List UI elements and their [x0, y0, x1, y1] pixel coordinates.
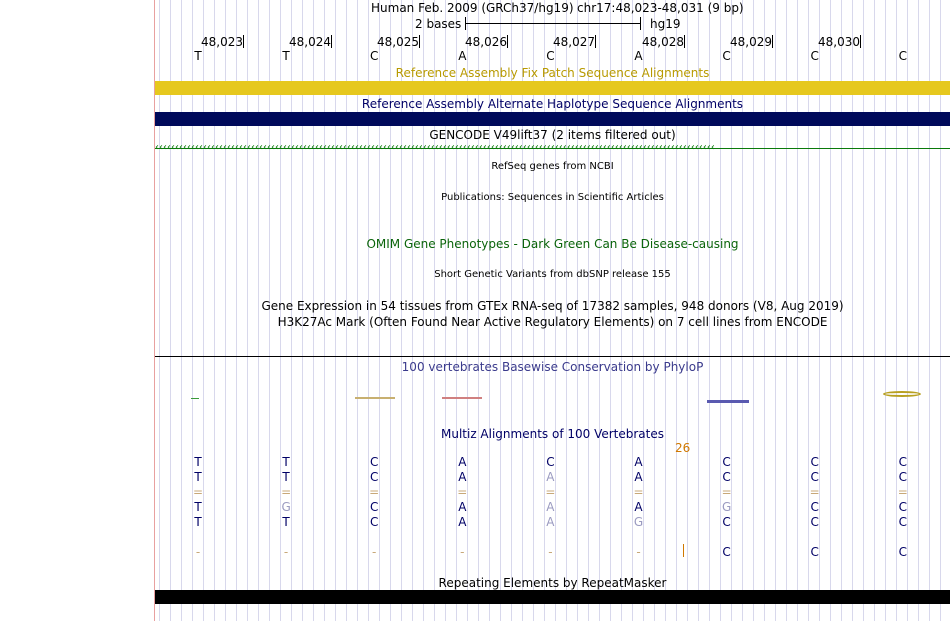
ruler-position-label: 48,029: [730, 35, 772, 49]
refseq-track-title: RefSeq genes from NCBI: [491, 161, 614, 172]
alignment-base: T: [282, 470, 290, 484]
alignment-base: =: [192, 485, 204, 499]
alignment-base: A: [458, 455, 467, 469]
sequence-base: A: [634, 49, 643, 63]
alt-haplotype-track-title: Reference Assembly Alternate Haplotype Sequence Alignments: [361, 97, 744, 111]
phylop-bar-5[interactable]: [883, 391, 921, 397]
phylop-bar-1[interactable]: [191, 398, 199, 399]
multiz-track-title: Multiz Alignments of 100 Vertebrates: [440, 427, 665, 441]
repeatmasker-track-title: Repeating Elements by RepeatMasker: [438, 576, 667, 590]
repeatmasker-bar[interactable]: [155, 590, 950, 604]
ruler-position-label: 48,026: [465, 35, 507, 49]
track-label-column: [0, 0, 153, 621]
position-text: chr17:48,023-48,031 (9 bp): [577, 1, 744, 15]
publications-track-title: Publications: Sequences in Scientific Articles: [441, 192, 664, 203]
ruler-tick: [684, 35, 685, 48]
ruler-tick: [331, 35, 332, 48]
alignment-base: A: [634, 470, 643, 484]
alignment-base: C: [546, 455, 555, 469]
alignment-base: A: [634, 500, 643, 514]
ruler-position-label: 48,025: [377, 35, 419, 49]
alignment-base: -: [195, 545, 201, 559]
alignment-base: C: [369, 470, 379, 484]
alignment-base: -: [372, 545, 377, 559]
alignment-base: C: [722, 470, 731, 484]
ruler-tick: [860, 35, 861, 48]
ruler-position-label: 48,024: [289, 35, 331, 49]
phylop-track-title: 100 vertebrates Basewise Conservation by PhyloP: [401, 360, 704, 374]
alignment-base: -: [548, 545, 553, 559]
ruler-tick: [243, 35, 244, 48]
sequence-base: C: [369, 49, 379, 63]
alignment-base: G: [281, 500, 291, 514]
alignment-base: =: [721, 485, 732, 499]
h3k27ac-baseline: [155, 356, 950, 357]
browser-image[interactable]: [155, 0, 950, 621]
scale-db: hg19: [650, 17, 681, 31]
alignment-base: A: [458, 515, 467, 529]
alignment-base: C: [810, 470, 819, 484]
ruler-position-label: 48,023: [201, 35, 243, 49]
alignment-base: A: [458, 500, 467, 514]
x-tropicalis-gap-marker: [683, 544, 684, 557]
gencode-track-title: GENCODE V49lift37 (2 items filtered out): [429, 128, 676, 142]
alignment-base: A: [546, 500, 555, 514]
ruler-tick: [595, 35, 596, 48]
alignment-base: =: [457, 485, 468, 499]
sequence-base: T: [194, 49, 202, 63]
ruler-tick: [507, 35, 508, 48]
alignment-base: C: [898, 515, 907, 529]
alignment-base: C: [369, 455, 379, 469]
alignment-base: T: [282, 455, 290, 469]
alignment-base: A: [546, 515, 555, 529]
alignment-base: -: [636, 545, 641, 559]
alignment-base: C: [898, 545, 907, 559]
alignment-base: C: [810, 545, 819, 559]
alignment-base: G: [633, 515, 644, 529]
linc02091-strand-arrows: ‹‹‹‹‹‹‹‹‹‹‹‹‹‹‹‹‹‹‹‹‹‹‹‹‹‹‹‹‹‹‹‹‹‹‹‹‹‹‹‹‹‹‹‹‹‹‹‹‹‹‹‹‹‹‹‹‹‹‹‹‹‹‹‹‹‹‹‹‹‹‹‹‹‹‹‹‹‹‹‹‹‹‹‹‹‹‹‹‹‹‹‹‹‹‹‹‹‹‹‹‹‹‹‹‹‹‹‹‹‹‹‹‹‹‹‹‹‹‹‹‹‹‹‹‹‹‹‹‹‹‹‹‹‹‹‹‹‹‹‹: [155, 142, 715, 153]
alignment-base: T: [282, 515, 290, 529]
sequence-base: A: [458, 49, 467, 63]
ruler-position-label: 48,028: [642, 35, 684, 49]
alignment-base: =: [281, 485, 292, 499]
sequence-base: C: [810, 49, 819, 63]
ruler-tick: [419, 35, 420, 48]
phylop-bar-3[interactable]: [442, 397, 482, 399]
fix-patch-bar[interactable]: [155, 81, 950, 95]
alignment-base: G: [721, 500, 732, 514]
alignment-base: C: [722, 455, 731, 469]
dbsnp-track-title: Short Genetic Variants from dbSNP release 155: [434, 269, 671, 280]
ruler-position-label: 48,030: [818, 35, 860, 49]
alignment-base: C: [898, 455, 907, 469]
sequence-base: C: [546, 49, 555, 63]
alignment-base: =: [809, 485, 820, 499]
scale-bar-right-end: [640, 17, 641, 30]
alignment-base: C: [898, 500, 907, 514]
alignment-base: =: [545, 485, 556, 499]
scale-bar-left-end: [465, 17, 466, 30]
scale-label: 2 bases: [415, 17, 462, 31]
gtex-track-title: Gene Expression in 54 tissues from GTEx RNA-seq of 17382 samples, 948 donors (V8, Aug 2019): [261, 299, 844, 313]
alignment-base: -: [460, 545, 465, 559]
ruler-tick: [772, 35, 773, 48]
fix-patch-track-title: Reference Assembly Fix Patch Sequence Alignments: [395, 66, 710, 80]
alt-haplotype-bar[interactable]: [155, 112, 950, 126]
alignment-base: C: [898, 470, 907, 484]
omim-track-title: OMIM Gene Phenotypes - Dark Green Can Be Disease-causing: [366, 237, 739, 251]
phylop-bar-4[interactable]: [707, 400, 749, 403]
alignment-base: C: [369, 515, 379, 529]
alignment-base: =: [369, 485, 380, 499]
alignment-base: -: [283, 545, 289, 559]
alignment-base: A: [458, 470, 467, 484]
alignment-base: =: [897, 485, 908, 499]
alignment-base: C: [722, 515, 731, 529]
alignment-base: C: [810, 500, 819, 514]
alignment-base: T: [194, 455, 202, 469]
alignment-base: T: [194, 500, 202, 514]
alignment-base: A: [546, 470, 555, 484]
sequence-base: C: [722, 49, 731, 63]
alignment-base: T: [194, 515, 202, 529]
phylop-bar-2[interactable]: [355, 397, 395, 399]
alignment-base: C: [810, 515, 819, 529]
scale-bar: [465, 23, 640, 24]
alignment-base: T: [194, 470, 202, 484]
alignment-base: C: [722, 545, 731, 559]
ruler-position-label: 48,027: [553, 35, 595, 49]
assembly-text: Human Feb. 2009 (GRCh37/hg19): [371, 1, 574, 15]
h3k27ac-track-title: H3K27Ac Mark (Often Found Near Active Regulatory Elements) on 7 cell lines from ENCODE: [277, 315, 828, 329]
sequence-base: T: [282, 49, 290, 63]
alignment-base: A: [634, 455, 643, 469]
gaps-number: 26: [675, 441, 691, 455]
alignment-base: C: [369, 500, 379, 514]
alignment-base: =: [633, 485, 644, 499]
alignment-base: C: [810, 455, 819, 469]
sequence-base: C: [898, 49, 907, 63]
